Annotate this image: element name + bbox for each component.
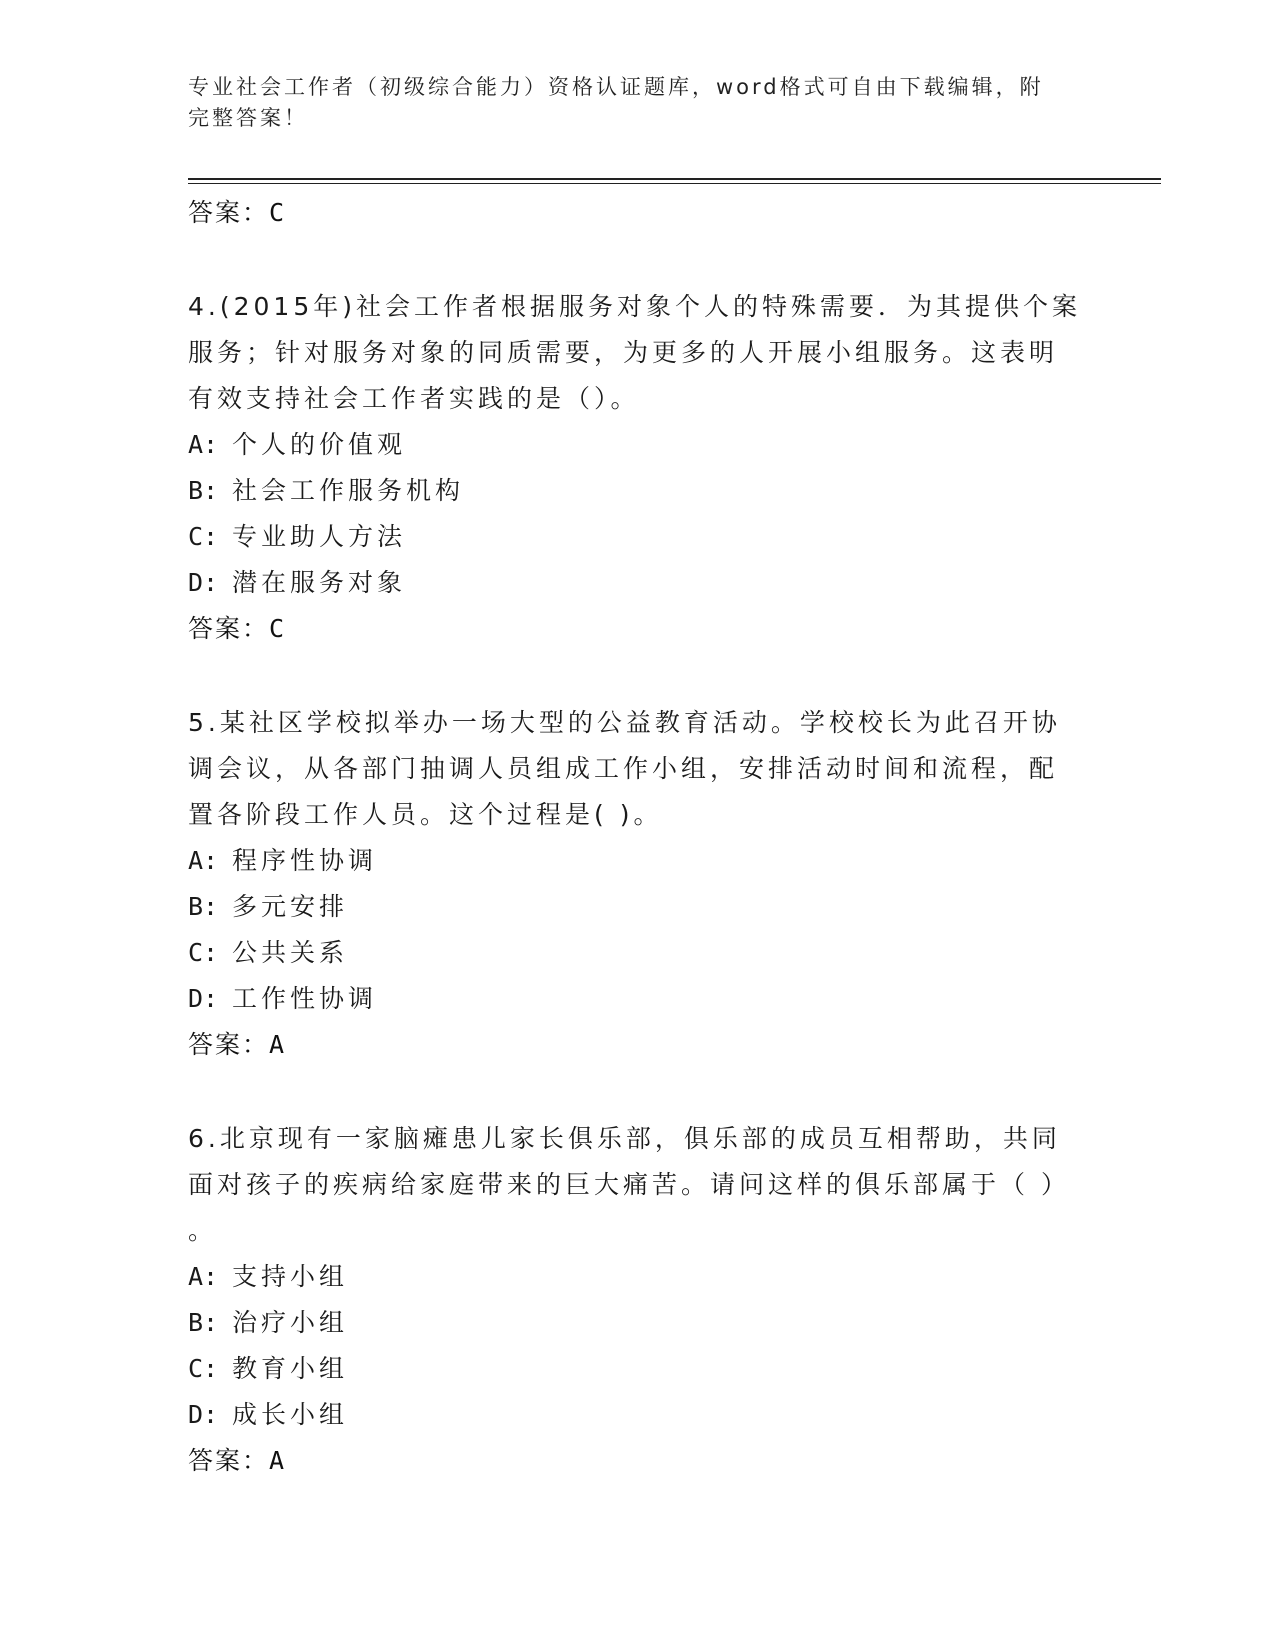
stem-line: 6.北京现有一家脑瘫患儿家长俱乐部，俱乐部的成员互相帮助，共同 [188, 1124, 1061, 1153]
header-line-1: 专业社会工作者（初级综合能力）资格认证题库，word格式可自由下载编辑，附 [188, 75, 1044, 99]
answer-value: A [269, 1446, 287, 1475]
option-key: D: [188, 568, 219, 597]
option-key: A: [188, 846, 219, 875]
option-text: 治疗小组 [232, 1308, 349, 1337]
option-key: B: [188, 476, 219, 505]
option-key: A: [188, 1262, 219, 1291]
stem-line: 。 [188, 1216, 218, 1245]
option-a [188, 838, 1088, 884]
option-key: C: [188, 938, 219, 967]
option-c [188, 1346, 1088, 1392]
stem-line: 5.某社区学校拟举办一场大型的公益教育活动。学校校长为此召开协 [188, 708, 1061, 737]
option-text: 公共关系 [232, 938, 349, 967]
answer-line [188, 1438, 1088, 1484]
answer-value: C [269, 614, 287, 643]
answer-value: A [269, 1030, 287, 1059]
option-text: 潜在服务对象 [232, 568, 407, 597]
option-text: 成长小组 [232, 1400, 349, 1429]
option-key: B: [188, 1308, 219, 1337]
answer-label: 答案： [188, 1030, 270, 1059]
option-key: C: [188, 1354, 219, 1383]
answer-label: 答案： [188, 614, 270, 643]
option-text: 个人的价值观 [232, 430, 407, 459]
answer-label: 答案： [188, 198, 270, 227]
question-stem [188, 700, 1088, 838]
option-text: 工作性协调 [232, 984, 378, 1013]
question-5 [188, 700, 1088, 1068]
option-key: D: [188, 1400, 219, 1429]
answer-label: 答案： [188, 1446, 270, 1475]
question-stem [188, 284, 1088, 422]
option-d [188, 560, 1088, 606]
option-b [188, 884, 1088, 930]
option-b [188, 468, 1088, 514]
page-header [188, 72, 1068, 134]
option-key: B: [188, 892, 219, 921]
question-6 [188, 1116, 1088, 1484]
option-a [188, 422, 1088, 468]
answer-line [188, 1022, 1088, 1068]
option-text: 多元安排 [232, 892, 349, 921]
question-4 [188, 284, 1088, 652]
stem-line: 置各阶段工作人员。这个过程是( )。 [188, 800, 663, 829]
header-line-2: 完整答案！ [188, 106, 308, 130]
option-b [188, 1300, 1088, 1346]
option-d [188, 1392, 1088, 1438]
question-stem [188, 1116, 1088, 1254]
option-text: 支持小组 [232, 1262, 349, 1291]
option-text: 社会工作服务机构 [232, 476, 465, 505]
header-rule-bottom [188, 183, 1161, 184]
option-c [188, 930, 1088, 976]
option-c [188, 514, 1088, 560]
answer-line [188, 606, 1088, 652]
stem-line: 调会议，从各部门抽调人员组成工作小组，安排活动时间和流程，配 [188, 754, 1059, 783]
option-key: A: [188, 430, 219, 459]
stem-line: 有效支持社会工作者实践的是（）。 [188, 384, 640, 413]
header-rule-top [188, 178, 1161, 180]
question-list [188, 190, 1088, 1532]
option-key: D: [188, 984, 219, 1013]
option-text: 专业助人方法 [232, 522, 407, 551]
option-text: 教育小组 [232, 1354, 349, 1383]
stem-line: 面对孩子的疾病给家庭带来的巨大痛苦。请问这样的俱乐部属于（ ） [188, 1170, 1070, 1199]
answer-value: C [269, 198, 287, 227]
option-key: C: [188, 522, 219, 551]
stem-line: 4.(2015年)社会工作者根据服务对象个人的特殊需要．为其提供个案 [188, 292, 1081, 321]
answer-line [188, 190, 1088, 236]
stem-line: 服务；针对服务对象的同质需要，为更多的人开展小组服务。这表明 [188, 338, 1059, 367]
option-d [188, 976, 1088, 1022]
option-text: 程序性协调 [232, 846, 378, 875]
option-a [188, 1254, 1088, 1300]
